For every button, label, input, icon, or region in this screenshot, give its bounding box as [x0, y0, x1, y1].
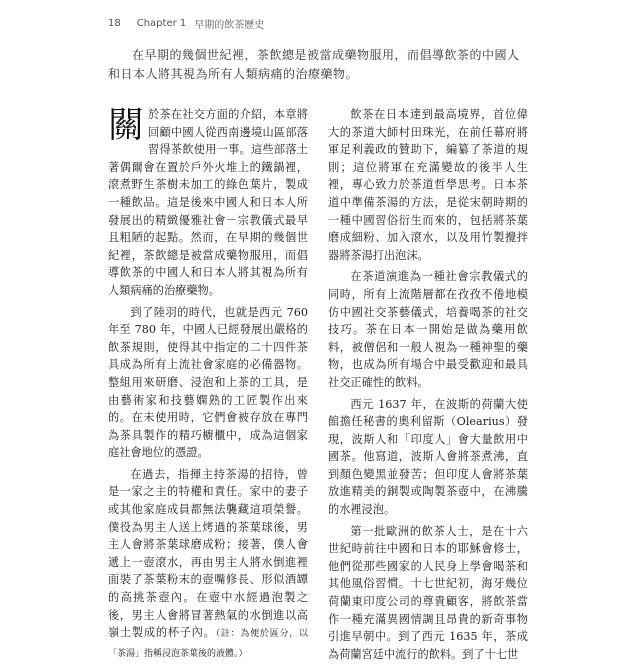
intro-paragraph: [108, 46, 528, 84]
left-column: [108, 106, 308, 667]
right-paragraph-4: 第一批歐洲的飲茶人士，是在十六世紀時前往中國和日本的耶穌會修士，他們從那些國家的人民身上學會喝茶和其他風俗習慣。十七世紀初，海牙幾位荷蘭東印度公司的尊貴顧客，將飲茶當作一種充滿異國情調且昂貴的新奇事物引進早朝中。到了西元 1635 年，茶成為荷蘭宮廷中流行的飲料。到了十七世: [328, 524, 528, 661]
running-head: [108, 16, 264, 31]
right-column: [328, 106, 528, 667]
left-paragraph-1-text: 於茶在社交方面的介紹，本章將回顧中國人從西南邊境山區部落習得茶飲使用一事。這些部落土著偶爾會在置於戶外火堆上的鐵鍋裡，滾煮野生茶樹未加工的綠色葉片，製成一種飲品。這是後來中國人和日本人所發展出的精緻優雅社會－宗教儀式最早且粗陋的起點。然而，在早期的幾個世紀裡，茶飲總是被當成藥物服用，而倡導飲茶的中國人和日本人將其視為所有人類病痛的治療藥物。: [108, 108, 308, 297]
left-paragraph-1: [108, 106, 308, 300]
left-paragraph-3: [108, 466, 308, 664]
chapter-label: Chapter 1: [136, 18, 187, 29]
chapter-title: 早期的飲茶歷史: [194, 20, 265, 31]
left-paragraph-3-text: 在過去，指揮主持茶湯的招待，曾是一家之主的特權和責任。家中的妻子或其他家庭成員都無法襲藏這項榮譽。僕役為男主人送上烤過的茶葉球後，男主人會將茶葉球磨成粉；接著，僕人會遞上一壺滾水，再由男主人將水倒進裡面裝了茶葉粉末的壺嘴修長、形似酒罈的高挑茶壺內。在壺中水經過泡製之後，男主人會將冒著熱氣的水倒進以高嶺土製成的杯子內。: [108, 467, 308, 640]
intro-text: 在早期的幾個世紀裡，茶飲總是被當成藥物服用，而倡導飲茶的中國人和日本人將其視為所有人類病痛的治療藥物。: [108, 48, 520, 81]
body-columns: [108, 106, 528, 667]
right-paragraph-1: 飲茶在日本達到最高境界，首位偉大的茶道大師村田珠光，在前任幕府將軍足利義政的贊助下，編纂了茶道的規則；這位將軍在充滿變故的後半人生裡，專心致力於茶道哲學思考。日本茶道中準備茶湯的方法，是從宋朝時期的一種中國習俗衍生而來的，包括將茶葉磨成細粉、加入滾水，以及用竹製攪拌器將茶湯打出泡沫。: [328, 108, 528, 262]
drop-cap: 關: [108, 105, 145, 146]
page-number: 18: [108, 18, 121, 29]
left-paragraph-2: 到了陸羽的時代，也就是西元 760 年至 780 年，中國人已經發展出嚴格的飲茶規則，使得其中指定的二十四件茶具成為所有上流社會家庭的必備器物。整組用來研磨、浸泡和上茶的工具，是由藝術家和技藝嫻熟的工匠製作出來的。在未使用時，它們會被存放在專門為茶具製作的精巧櫥櫃中，成為這個家庭社會地位的憑證。: [108, 305, 308, 460]
right-paragraph-2: 在茶道演進為一種社會宗教儀式的同時，所有上流階層都在孜孜不倦地模仿中國社交茶藝儀式，培養喝茶的社交技巧。茶在日本一開始是做為藥用飲料，被僧侶和一般人視為一種神聖的藥物，也成為所有場合中最受歡迎和最具社交正確性的飲料。: [328, 270, 528, 389]
footnote: （註：為便於區分，以「茶湯」指稱浸泡茶葉後的液體。）: [108, 629, 308, 659]
book-page: [108, 16, 528, 661]
right-paragraph-3: 西元 1637 年，在波斯的荷蘭大使館擔任秘書的奧利留斯（Olearius）發現，波斯人和「印度人」會大量飲用中國茶。他寫道，波斯人會將茶煮沸，直到顏色變黑並發苦；但印度人會將茶葉放進精美的銅製或陶製茶壺中，在沸騰的水裡浸泡。: [328, 397, 528, 517]
